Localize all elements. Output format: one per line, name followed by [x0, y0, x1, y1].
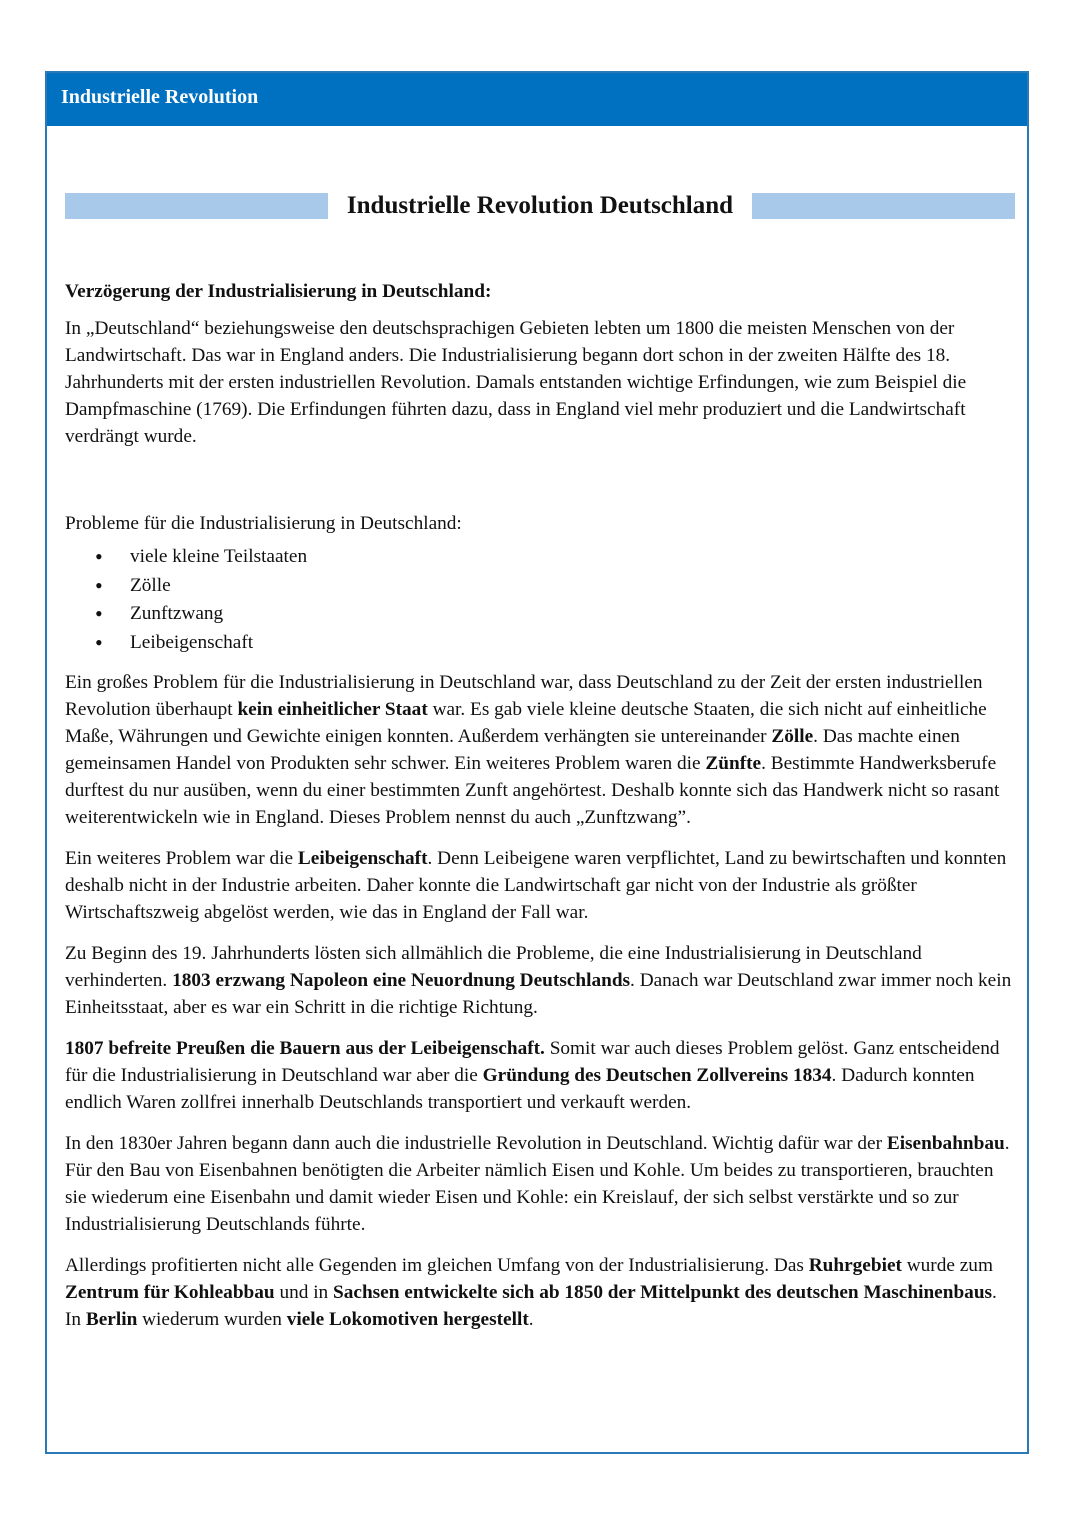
header-bar	[47, 73, 1027, 126]
document-page	[45, 71, 1029, 1454]
bold-text: Zölle	[771, 726, 814, 747]
text: Allerdings profitierten nicht alle Gegenden im gleichen Umfang von der Industrialisierung. Das	[65, 1255, 809, 1276]
bold-text: Berlin	[85, 1309, 138, 1330]
paragraph-napoleon	[65, 940, 1017, 1021]
bold-text: 1803 erzwang Napoleon eine Neuordnung Deutschlands	[172, 970, 631, 991]
text: . Für den Bau von Eisenbahnen benötigten die Arbeiter nämlich Eisen und Kohle. Um beides zu transportieren, brauchten sie wiederum eine Eisenbahn und damit wieder Eisen und Kohle: ein Kreislauf, der sich selbst verstärkte und so zur Industrialisierung Deutschlands führte.	[65, 1133, 1010, 1235]
text: . Bestimmte Handwerksberufe durftest du nur ausüben, wenn du einer bestimmten Zunft angehörtest. Deshalb konnte sich das Handwerk nicht so rasant weiterentwickeln wie in England. Dieses Problem nennst du auch „Zunftzwang”.	[65, 753, 1000, 828]
paragraph-unity-problem	[65, 669, 1017, 831]
text: .	[528, 1309, 534, 1330]
text: . Denn Leibeigene waren verpflichtet, Land zu bewirtschaften und konnten deshalb nicht in der Industrie arbeiten. Daher konnte die Landwirtschaft gar nicht von der Industrie als größter Wirtschaftszweig abgelöst werden, wie das in England der Fall war.	[65, 848, 1007, 923]
bold-text: Zünfte	[705, 753, 762, 774]
bold-text: Sachsen entwickelte sich ab 1850 der Mittelpunkt des deutschen Maschinenbaus	[333, 1282, 993, 1303]
spacer	[65, 464, 1017, 510]
bold-text: 1807 befreite Preußen die Bauern aus der Leibeigenschaft.	[65, 1038, 545, 1059]
title-decoration-right	[752, 193, 1015, 219]
text: . Das machte einen gemeinsamen Handel von Produkten sehr schwer. Ein weiteres Problem waren die	[65, 726, 960, 774]
header-title: Industrielle Revolution	[61, 86, 259, 108]
text: . Dadurch konnten endlich Waren zollfrei innerhalb Deutschlands transportiert und verkauft werden.	[65, 1065, 975, 1113]
paragraph-serfdom	[65, 845, 1017, 926]
document-title: Industrielle Revolution Deutschland	[346, 192, 734, 219]
document-content	[65, 278, 1017, 1347]
paragraph-zollverein	[65, 1035, 1017, 1116]
text: Ein weiteres Problem war die	[65, 848, 298, 869]
title-decoration-left	[65, 193, 328, 219]
bold-text: Gründung des Deutschen Zollvereins 1834	[482, 1065, 832, 1086]
bold-text: Eisenbahnbau	[886, 1133, 1005, 1154]
paragraph-railway	[65, 1130, 1017, 1238]
text: . Danach war Deutschland zwar immer noch kein Einheitsstaat, aber es war ein Schritt in die richtige Richtung.	[65, 970, 1012, 1018]
text: wurde zum	[901, 1255, 993, 1276]
text: . In	[65, 1282, 997, 1330]
bold-text: Zentrum für Kohleabbau	[65, 1282, 275, 1303]
list-item: • viele kleine Teilstaaten	[65, 543, 1017, 572]
title-row	[65, 191, 1015, 221]
text: Somit war auch dieses Problem gelöst. Ganz entscheidend für die Industrialisierung in Deutschland war aber die	[65, 1038, 1000, 1086]
list-item: • Zunftzwang	[65, 600, 1017, 629]
problems-label: Probleme für die Industrialisierung in Deutschland:	[65, 513, 462, 534]
section-heading: Verzögerung der Industrialisierung in Deutschland:	[65, 281, 492, 302]
problems-list	[65, 543, 1017, 657]
bold-text: viele Lokomotiven hergestellt	[286, 1309, 529, 1330]
text: wiederum wurden	[137, 1309, 287, 1330]
bold-text: Leibeigenschaft	[297, 848, 428, 869]
text: und in	[274, 1282, 334, 1303]
list-item: • Zölle	[65, 572, 1017, 601]
text: Zu Beginn des 19. Jahrhunderts lösten sich allmählich die Probleme, die eine Industrialisierung in Deutschland verhinderten.	[65, 943, 922, 991]
list-item: • Leibeigenschaft	[65, 629, 1017, 658]
paragraph-intro: In „Deutschland“ beziehungsweise den deutschsprachigen Gebieten lebten um 1800 die meisten Menschen von der Landwirtschaft. Das war in England anders. Die Industrialisierung begann dort schon in der zweiten Hälfte des 18. Jahrhunderts mit der ersten industriellen Revolution. Damals entstanden wichtige Erfindungen, wie zum Beispiel die Dampfmaschine (1769). Die Erfindungen führten dazu, dass in England viel mehr produziert und die Landwirtschaft verdrängt wurde.	[65, 318, 967, 447]
text: Ein großes Problem für die Industrialisierung in Deutschland war, dass Deutschland zu der Zeit der ersten industriellen Revolution überhaupt	[65, 672, 983, 720]
text: war. Es gab viele kleine deutsche Staaten, die sich nicht auf einheitliche Maße, Währungen und Gewichte einigen konnten. Außerdem verhängten sie untereinander	[65, 699, 987, 747]
text: In den 1830er Jahren begann dann auch die industrielle Revolution in Deutschland. Wichtig dafür war der	[65, 1133, 887, 1154]
paragraph-regions	[65, 1252, 1017, 1333]
bold-text: kein einheitlicher Staat	[237, 699, 428, 720]
bold-text: Ruhrgebiet	[808, 1255, 902, 1276]
